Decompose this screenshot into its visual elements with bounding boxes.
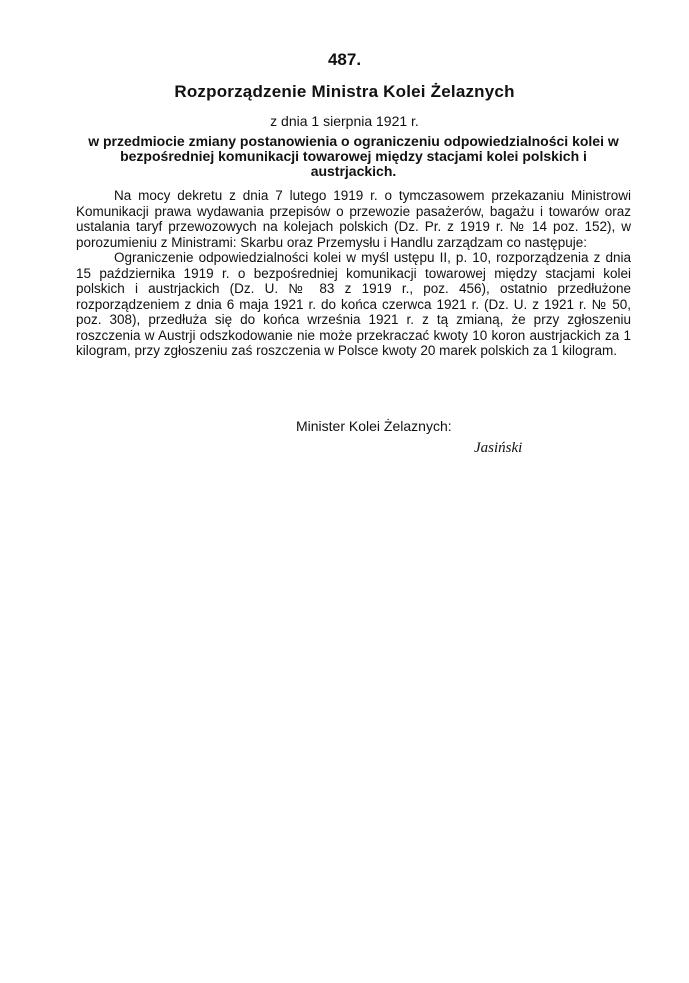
regulation-subject: w przedmiocie zmiany postanowienia o ograniczeniu odpowiedzialności kolei w bezpośredniej komunikacji towarowej między stacjami kolei polskich i austrjackich. [88,133,619,179]
paragraph-preamble: Na mocy dekretu z dnia 7 lutego 1919 r. o tymczasowem przekazaniu Ministrowi Komunikacji prawa wydawania przepisów o przewozie pasażerów, bagażu i towarów oraz ustalania taryf przewozowych na kolejach polskich (Dz. Pr. z 1919 r. № 14 poz. 152), w porozumieniu z Ministrami: Skarbu oraz Przemysłu i Handlu zarządzam co następuje: [76,188,631,250]
regulation-date: z dnia 1 sierpnia 1921 r. [270,113,419,129]
act-number: 487. [327,50,362,69]
signature: Jasiński [474,440,523,456]
signer-title: Minister Kolei Żelaznych: [296,418,452,434]
regulation-title: Rozporządzenie Ministra Kolei Żelaznych [174,82,515,101]
regulation-body [76,188,631,359]
paragraph-provision: Ograniczenie odpowiedzialności kolei w myśl ustępu II, p. 10, rozporządzenia z dnia 15 października 1919 r. o bezpośredniej komunikacji towarowej między stacjami kolei polskich i austrjackich (Dz. U. № 83 z 1919 r., poz. 456), ostatnio przedłużone rozporządzeniem z dnia 6 maja 1921 r. do końca czerwca 1921 r. (Dz. U. z 1921 r. № 50, poz. 308), przedłuża się do końca września 1921 r. z tą zmianą, że przy zgłoszeniu roszczenia w Austrji odszkodowanie nie może przekraczać kwoty 10 koron austrjackich za 1 kilogram, przy zgłoszeniu zaś roszczenia w Polsce kwoty 20 marek polskich za 1 kilogram. [76,250,631,358]
